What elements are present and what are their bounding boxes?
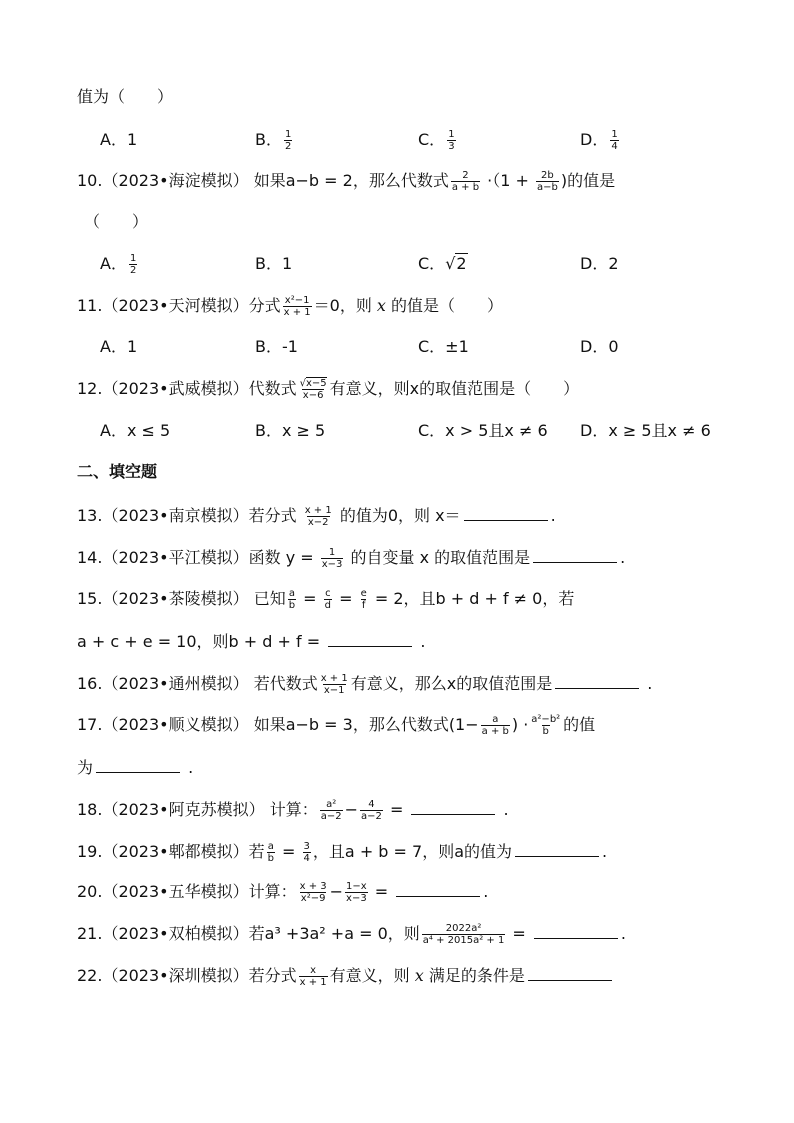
q10-option-b: B．1 xyxy=(255,254,293,273)
q20-stem: 20.（2023•五华模拟）计算： $\frac{x + 3}{\text{x²−9}}$ − $\frac{1-x}{x-3}$ = . xyxy=(77,881,489,904)
q11-option-a: A．1 xyxy=(100,337,138,356)
q17-line2: 为 . xyxy=(77,758,194,777)
q9-option-b: B． $\frac{1}{2}$ xyxy=(255,129,292,152)
q9-tail: 值为（ ） xyxy=(77,87,174,106)
answer-blank[interactable] xyxy=(96,756,180,773)
q10-option-a: A． $\frac{1}{2}$ xyxy=(100,253,137,276)
answer-blank[interactable] xyxy=(533,546,617,563)
q12-options xyxy=(100,419,780,443)
q21-stem: 21.（2023•双柏模拟）若a³ +3a² +a = 0，则 $\frac{\text{2022a²}}{\text{a⁴ + 2015a² + 1}}$ = . xyxy=(77,923,627,946)
q11-stem: 11.（2023•天河模拟）分式 $\frac{\text{x²−1}}{x + 1}$ ＝0，则 x 的值是（ ） xyxy=(77,295,504,318)
q11-option-b: B．-1 xyxy=(255,337,298,356)
q11-option-c: C．±1 xyxy=(418,337,469,356)
sqrt-symbol: √2 xyxy=(445,254,467,273)
q19-stem: 19.（2023•郫都模拟）若 $\frac{a}{b}$ = $\frac{3}{4}$ ，且a + b = 7，则a的值为 . xyxy=(77,841,608,864)
answer-blank[interactable] xyxy=(328,630,412,647)
q22-stem: 22.（2023•深圳模拟）若分式 $\frac{x}{x + 1}$ 有意义，则 x 满足的条件是 xyxy=(77,964,615,988)
q12-option-a: A．x ≤ 5 xyxy=(100,421,171,440)
q14-stem: 14.（2023•平江模拟）函数 y = $\frac{1}{x-3}$ 的自变量 x 的取值范围是 . xyxy=(77,547,626,570)
answer-blank[interactable] xyxy=(515,840,599,857)
answer-blank[interactable] xyxy=(396,880,480,897)
q11-options xyxy=(100,335,780,359)
q18-stem: 18.（2023•阿克苏模拟） 计算： $\frac{\text{a²}}{a-2}$ − $\frac{4}{a-2}$ = . xyxy=(77,799,509,822)
q12-stem: 12.（2023•武威模拟）代数式 $\frac{√x-5}{x-6}$ 有意义，则x的取值范围是（ ） xyxy=(77,378,580,401)
q10-option-c: C．√2 xyxy=(418,252,468,276)
q10-option-d: D．2 xyxy=(580,254,619,273)
answer-blank[interactable] xyxy=(528,964,612,981)
q12-option-b: B．x ≥ 5 xyxy=(255,421,326,440)
q9-options xyxy=(100,128,780,152)
q12-option-d: D．x ≥ 5且x ≠ 6 xyxy=(580,421,711,440)
answer-blank[interactable] xyxy=(464,504,548,521)
answer-blank[interactable] xyxy=(555,672,639,689)
q10-options xyxy=(100,252,780,276)
q15-line2: a + c + e = 10，则b + d + f = . xyxy=(77,632,426,651)
q16-stem: 16.（2023•通州模拟） 若代数式 $\frac{x + 1}{x-1}$ 有意义，那么x的取值范围是 . xyxy=(77,673,653,696)
q10-stem: 10.（2023•海淀模拟） 如果a−b = 2，那么代数式 $\frac{2}{a + b}$ ·（1 + $\frac{2b}{a-b}$ )的值是 xyxy=(77,170,616,193)
section-heading: 二、填空题 xyxy=(77,462,158,481)
q17-stem: 17.（2023•顺义模拟） 如果a−b = 3，那么代数式(1− $\frac{a}{a + b}$ ) · $\frac{\text{a²−b²}}{b}$ 的值 xyxy=(77,714,596,737)
q13-stem: 13.（2023•南京模拟）若分式 $\frac{x + 1}{x-2}$ 的值为0，则 x＝ . xyxy=(77,505,556,528)
q12-option-c: C．x > 5且x ≠ 6 xyxy=(418,421,548,440)
q9-option-a: A．1 xyxy=(100,130,138,149)
q15-stem: 15.（2023•茶陵模拟） 已知 $\frac{a}{b}$ = $\frac{c}{d}$ = $\frac{e}{f}$ = 2，且b + d + f ≠ 0，若 xyxy=(77,588,575,611)
q11-option-d: D．0 xyxy=(580,337,619,356)
answer-blank[interactable] xyxy=(534,922,618,939)
q9-option-d: D． $\frac{1}{4}$ xyxy=(580,129,618,152)
q9-option-c: C． $\frac{1}{3}$ xyxy=(418,129,455,152)
answer-blank[interactable] xyxy=(411,798,495,815)
q10-paren: （ ） xyxy=(84,212,149,231)
